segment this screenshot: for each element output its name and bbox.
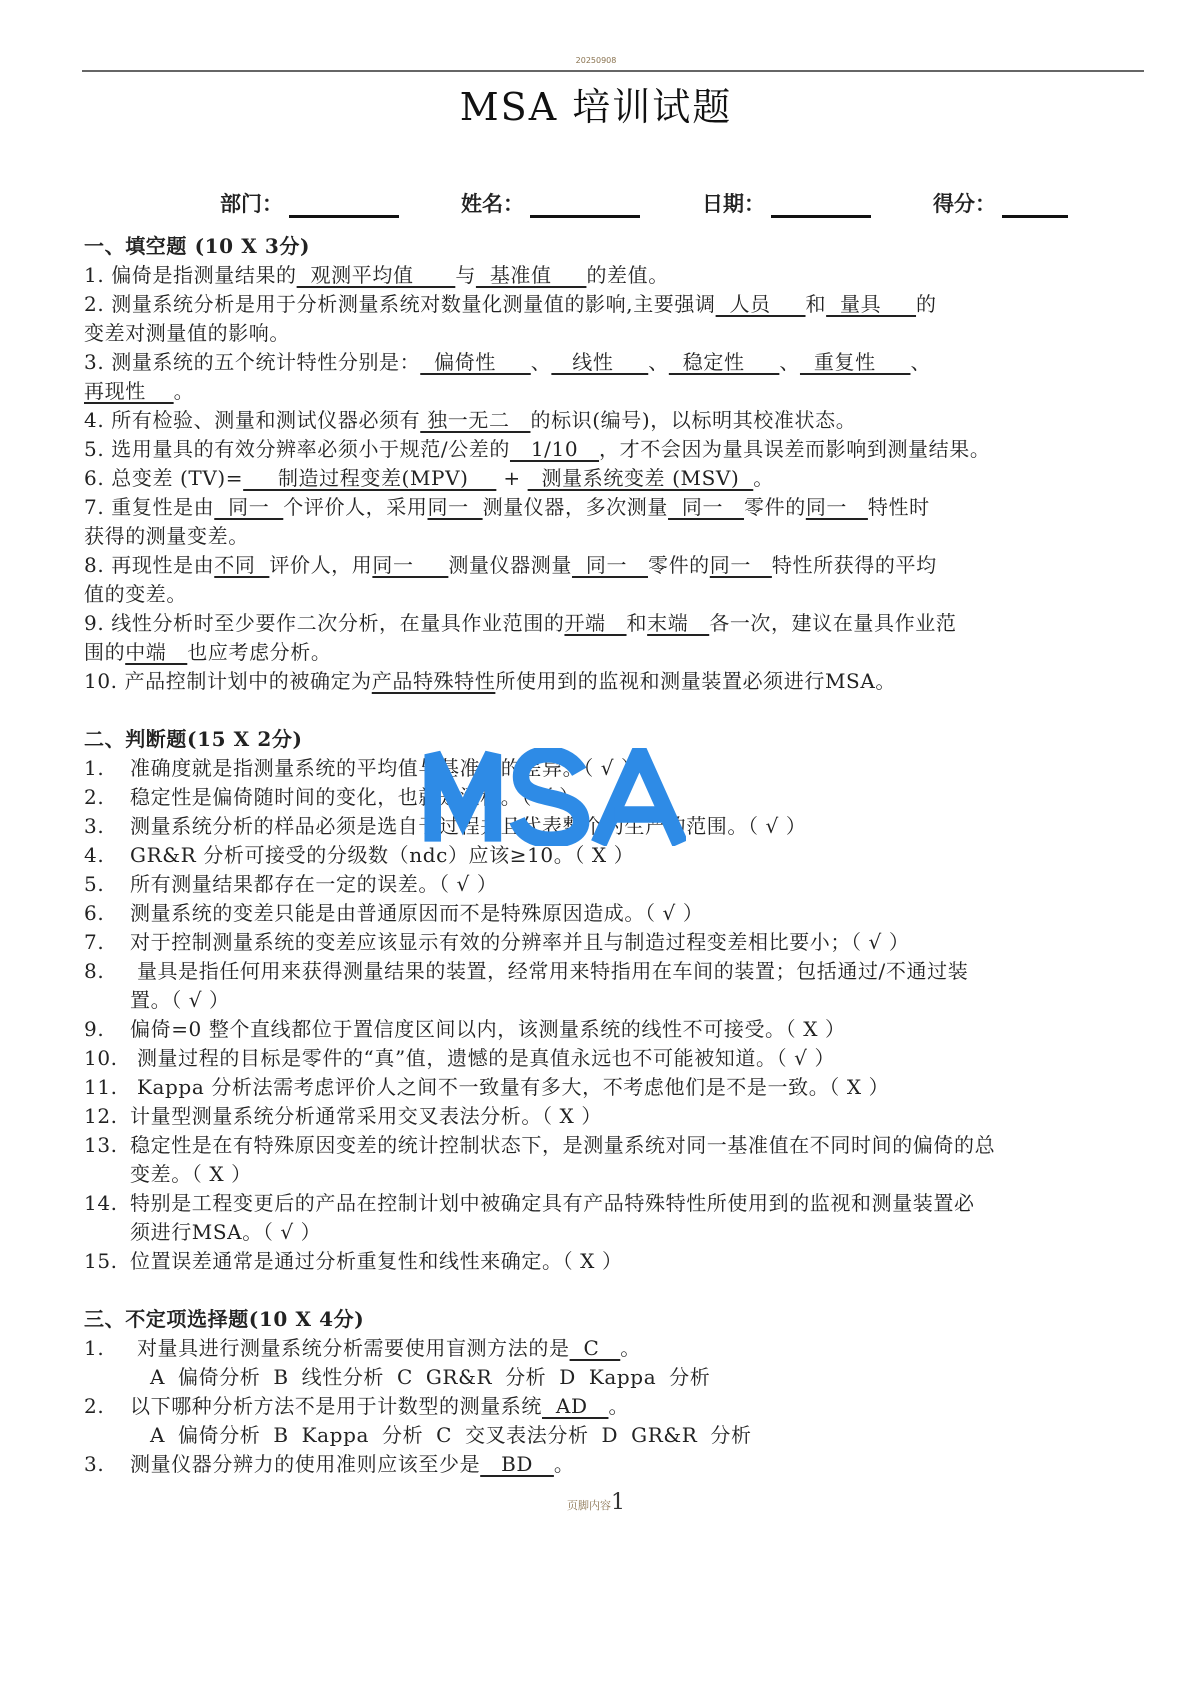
- question-text: 7. 重复性是由: [84, 495, 215, 519]
- info-fields: [220, 188, 1140, 218]
- judgement-item: [84, 1102, 1154, 1131]
- question-text: 获得的测量变差。: [84, 524, 249, 548]
- item-text: GR&R 分析可接受的分级数（ndc）应该≥10。（ X ）: [130, 843, 635, 867]
- question-text: 测量仪器，多次测量: [482, 495, 669, 519]
- question-text: 6. 总变差 (TV)=: [84, 466, 244, 490]
- answer-blank: 同一: [805, 495, 868, 519]
- answer-blank: 1/10: [509, 437, 600, 461]
- item-number: 1.: [84, 756, 105, 780]
- answer-blank: 偏倚性: [420, 350, 531, 374]
- item-number: 5.: [84, 872, 105, 896]
- page-number: 1: [611, 1490, 625, 1515]
- header-rule: [82, 70, 1144, 72]
- answer-blank: 同一: [214, 495, 284, 519]
- item-number: 11.: [84, 1075, 118, 1099]
- item-number: 15.: [84, 1249, 118, 1273]
- item-text: 置。（ √ ）: [130, 988, 230, 1012]
- question-text: 个评价人，采用: [283, 495, 428, 519]
- question-line: [84, 493, 1154, 522]
- question-line: [84, 319, 1154, 348]
- item-number: 7.: [84, 930, 105, 954]
- name-field: [461, 188, 640, 218]
- answer-blank: 同一: [427, 495, 483, 519]
- question-text: 特性所获得的平均: [771, 553, 937, 577]
- question-text: 各一次，建议在量具作业范: [709, 611, 957, 635]
- answer-blank: AD: [542, 1394, 609, 1418]
- item-text: 须进行MSA。（ √ ）: [130, 1220, 322, 1244]
- page-title: MSA 培训试题: [459, 85, 733, 129]
- question-text: 测量仪器分辨力的使用准则应该至少是: [130, 1452, 481, 1476]
- judgement-item: [84, 841, 1154, 870]
- item-number: 1.: [84, 1336, 105, 1360]
- question-text: 2. 测量系统分析是用于分析测量系统对数量化测量值的影响,主要强调: [84, 292, 716, 316]
- question-text: 的: [916, 292, 937, 316]
- item-text: 特别是工程变更后的产品在控制计划中被确定具有产品特殊特性所使用到的监视和测量装置必: [130, 1191, 975, 1215]
- department-blank[interactable]: [289, 193, 399, 218]
- answer-blank: 同一: [571, 553, 648, 577]
- question-text: +: [496, 466, 528, 490]
- question-text: 以下哪种分析方法不是用于计数型的测量系统: [130, 1394, 542, 1418]
- judgement-item: [84, 1131, 1154, 1160]
- question-line: [84, 406, 1154, 435]
- question-line: [84, 435, 1154, 464]
- answer-blank: 制造过程变差(MPV): [243, 466, 497, 490]
- item-text: 测量系统的变差只能是由普通原因而不是特殊原因造成。（ √ ）: [130, 901, 704, 925]
- question-text: 零件的: [744, 495, 806, 519]
- judgement-item: [84, 1218, 1154, 1247]
- item-text: 测量过程的目标是零件的“真”值，遗憾的是真值永远也不可能被知道。（ √ ）: [130, 1046, 836, 1070]
- question-line: [84, 522, 1154, 551]
- question-text: 也应考虑分析。: [187, 640, 332, 664]
- answer-blank: 再现性: [84, 379, 174, 403]
- item-number: 10.: [84, 1046, 118, 1070]
- answer-blank: 同一: [668, 495, 745, 519]
- item-text: Kappa 分析法需考虑评价人之间不一致量有多大，不考虑他们是不是一致。（ X ）: [130, 1075, 890, 1099]
- question-text: 8. 再现性是由: [84, 553, 215, 577]
- judgement-item: [84, 986, 1154, 1015]
- answer-blank: 量具: [826, 292, 917, 316]
- section-heading: 三、不定项选择题(10 X 4分): [84, 1307, 365, 1331]
- judgement-item: [84, 928, 1154, 957]
- question-text: 特性时: [867, 495, 930, 519]
- judgement-item: [84, 1015, 1154, 1044]
- question-text: 与: [455, 263, 476, 287]
- question-text: 。: [173, 379, 195, 403]
- footer-label: 页脚内容: [567, 1499, 611, 1512]
- score-blank[interactable]: [1002, 193, 1068, 218]
- item-number: 9.: [84, 1017, 105, 1041]
- score-field: [933, 188, 1068, 218]
- name-label: 姓名：: [461, 191, 524, 216]
- answer-blank: 同一: [709, 553, 772, 577]
- question-text: ，才不会因为量具误差而影响到测量结果。: [599, 437, 991, 461]
- question-text: 3. 测量系统的五个统计特性分别是：: [84, 350, 421, 374]
- item-text: 计量型测量系统分析通常采用交叉表法分析。（ X ）: [130, 1104, 602, 1128]
- fill-in-blank-section: [84, 232, 1154, 696]
- question-text: 对量具进行测量系统分析需要使用盲测方法的是: [130, 1336, 570, 1360]
- question-text: 围的: [84, 640, 126, 664]
- question-text: 、: [648, 350, 669, 374]
- item-text: 量具是指任何用来获得测量结果的装置，经常用来特指用在车间的装置；包括通过/不通过装: [130, 959, 969, 983]
- question-text: 、: [910, 350, 932, 374]
- judgement-item: [84, 783, 1154, 812]
- question-line: [84, 667, 1154, 696]
- question-end: 。: [620, 1336, 641, 1360]
- item-text: 所有测量结果都存在一定的误差。（ √ ）: [130, 872, 498, 896]
- question-line: [84, 580, 1154, 609]
- judgement-item: [84, 1073, 1154, 1102]
- header-date: 20250908: [575, 56, 617, 65]
- question-text: 、: [779, 350, 800, 374]
- judgement-item: [84, 812, 1154, 841]
- item-number: 14.: [84, 1191, 118, 1215]
- question-text: 值的变差。: [84, 582, 187, 606]
- item-number: 12.: [84, 1104, 118, 1128]
- item-text: 测量系统分析的样品必须是选自于过程并且代表整个的生产的范围。（ √ ）: [130, 814, 807, 838]
- question-text: 10. 产品控制计划中的被确定为: [84, 669, 372, 693]
- item-text: 稳定性是偏倚随时间的变化，也就是漂移。（ √ ）: [130, 785, 580, 809]
- answer-blank: 中端: [125, 640, 188, 664]
- item-text: 变差。（ X ）: [130, 1162, 252, 1186]
- answer-blank: 不同: [214, 553, 270, 577]
- question-text: 评价人，用: [269, 553, 373, 577]
- question-line: [84, 261, 1154, 290]
- item-text: 准确度就是指测量系统的平均值与基准值的差异。（ √ ）: [130, 756, 642, 780]
- answer-blank: 同一: [372, 553, 449, 577]
- answer-blank: 观测平均值: [296, 263, 456, 287]
- multiple-choice-section: [84, 1305, 1154, 1479]
- answer-blank: 独一无二: [420, 408, 531, 432]
- item-number: 13.: [84, 1133, 118, 1157]
- question-line: [84, 290, 1154, 319]
- question-line: [84, 377, 1154, 406]
- item-number: 8.: [84, 959, 105, 983]
- answer-blank: C: [569, 1336, 621, 1360]
- choice-question: [84, 1334, 1154, 1363]
- question-line: [84, 464, 1154, 493]
- question-text: 零件的: [647, 553, 710, 577]
- question-text: 。: [753, 466, 774, 490]
- item-text: 偏倚=0 整个直线都位于置信度区间以内，该测量系统的线性不可接受。（ X ）: [130, 1017, 846, 1041]
- question-line: [84, 551, 1154, 580]
- item-number: 3.: [84, 814, 105, 838]
- answer-blank: 重复性: [799, 350, 911, 374]
- item-number: 2.: [84, 785, 105, 809]
- answer-blank: 测量系统变差 (MSV): [527, 466, 754, 490]
- date-label: 日期：: [702, 191, 765, 216]
- judgement-item: [84, 899, 1154, 928]
- answer-blank: 线性: [551, 350, 649, 374]
- judgement-item: [84, 1247, 1154, 1276]
- judgement-item: [84, 1044, 1154, 1073]
- answer-blank: 产品特殊特性: [371, 669, 496, 693]
- question-text: 的差值。: [586, 263, 669, 287]
- item-number: 2.: [84, 1394, 105, 1418]
- item-text: 对于控制测量系统的变差应该显示有效的分辨率并且与制造过程变差相比要小；（ √ ）: [130, 930, 910, 954]
- department-field: [220, 188, 399, 218]
- answer-blank: 稳定性: [668, 350, 780, 374]
- name-blank[interactable]: [530, 193, 640, 218]
- judgement-item: [84, 1160, 1154, 1189]
- question-end: 。: [608, 1394, 630, 1418]
- judgement-item: [84, 754, 1154, 783]
- judgement-item: [84, 870, 1154, 899]
- page-footer: [0, 1490, 1192, 1515]
- choice-options: A 偏倚分析 B 线性分析 C GR&R 分析 D Kappa 分析: [150, 1365, 711, 1389]
- question-text: 变差对测量值的影响。: [84, 321, 290, 345]
- answer-blank: 末端: [647, 611, 710, 635]
- section-heading: 二、判断题(15 X 2分): [84, 727, 303, 751]
- choice-question: [84, 1392, 1154, 1421]
- judgement-item: [84, 957, 1154, 986]
- date-blank[interactable]: [771, 193, 871, 218]
- question-line: [84, 638, 1154, 667]
- answer-blank: BD: [480, 1452, 554, 1476]
- choice-options: A 偏倚分析 B Kappa 分析 C 交叉表法分析 D GR&R 分析: [150, 1423, 752, 1447]
- item-number: 4.: [84, 843, 105, 867]
- question-text: 的标识(编号)，以标明其校准状态。: [530, 408, 857, 432]
- true-false-section: [84, 725, 1154, 1276]
- judgement-item: [84, 1189, 1154, 1218]
- section-heading: 一、填空题 (10 X 3分): [84, 234, 311, 258]
- question-text: 5. 选用量具的有效分辨率必须小于规范/公差的: [84, 437, 510, 461]
- question-text: 9. 线性分析时至少要作二次分析，在量具作业范围的: [84, 611, 565, 635]
- date-field: [702, 188, 871, 218]
- question-text: 、: [530, 350, 552, 374]
- answer-blank: 基准值: [475, 263, 587, 287]
- item-number: 3.: [84, 1452, 105, 1476]
- score-label: 得分：: [933, 191, 996, 216]
- answer-blank: 开端: [564, 611, 627, 635]
- item-number: 6.: [84, 901, 105, 925]
- department-label: 部门：: [220, 191, 283, 216]
- answer-blank: 人员: [715, 292, 806, 316]
- question-line: [84, 348, 1154, 377]
- question-text: 4. 所有检验、测量和测试仪器必须有: [84, 408, 421, 432]
- question-text: 所使用到的监视和测量装置必须进行MSA。: [495, 669, 896, 693]
- question-end: 。: [553, 1452, 575, 1476]
- question-text: 测量仪器测量: [448, 553, 572, 577]
- choice-question: [84, 1450, 1154, 1479]
- item-text: 稳定性是在有特殊原因变差的统计控制状态下，是测量系统对同一基准值在不同时间的偏倚的总: [130, 1133, 996, 1157]
- question-text: 和: [805, 292, 827, 316]
- question-text: 1. 偏倚是指测量结果的: [84, 263, 297, 287]
- question-text: 和: [626, 611, 648, 635]
- item-text: 位置误差通常是通过分析重复性和线性来确定。（ X ）: [130, 1249, 623, 1273]
- question-line: [84, 609, 1154, 638]
